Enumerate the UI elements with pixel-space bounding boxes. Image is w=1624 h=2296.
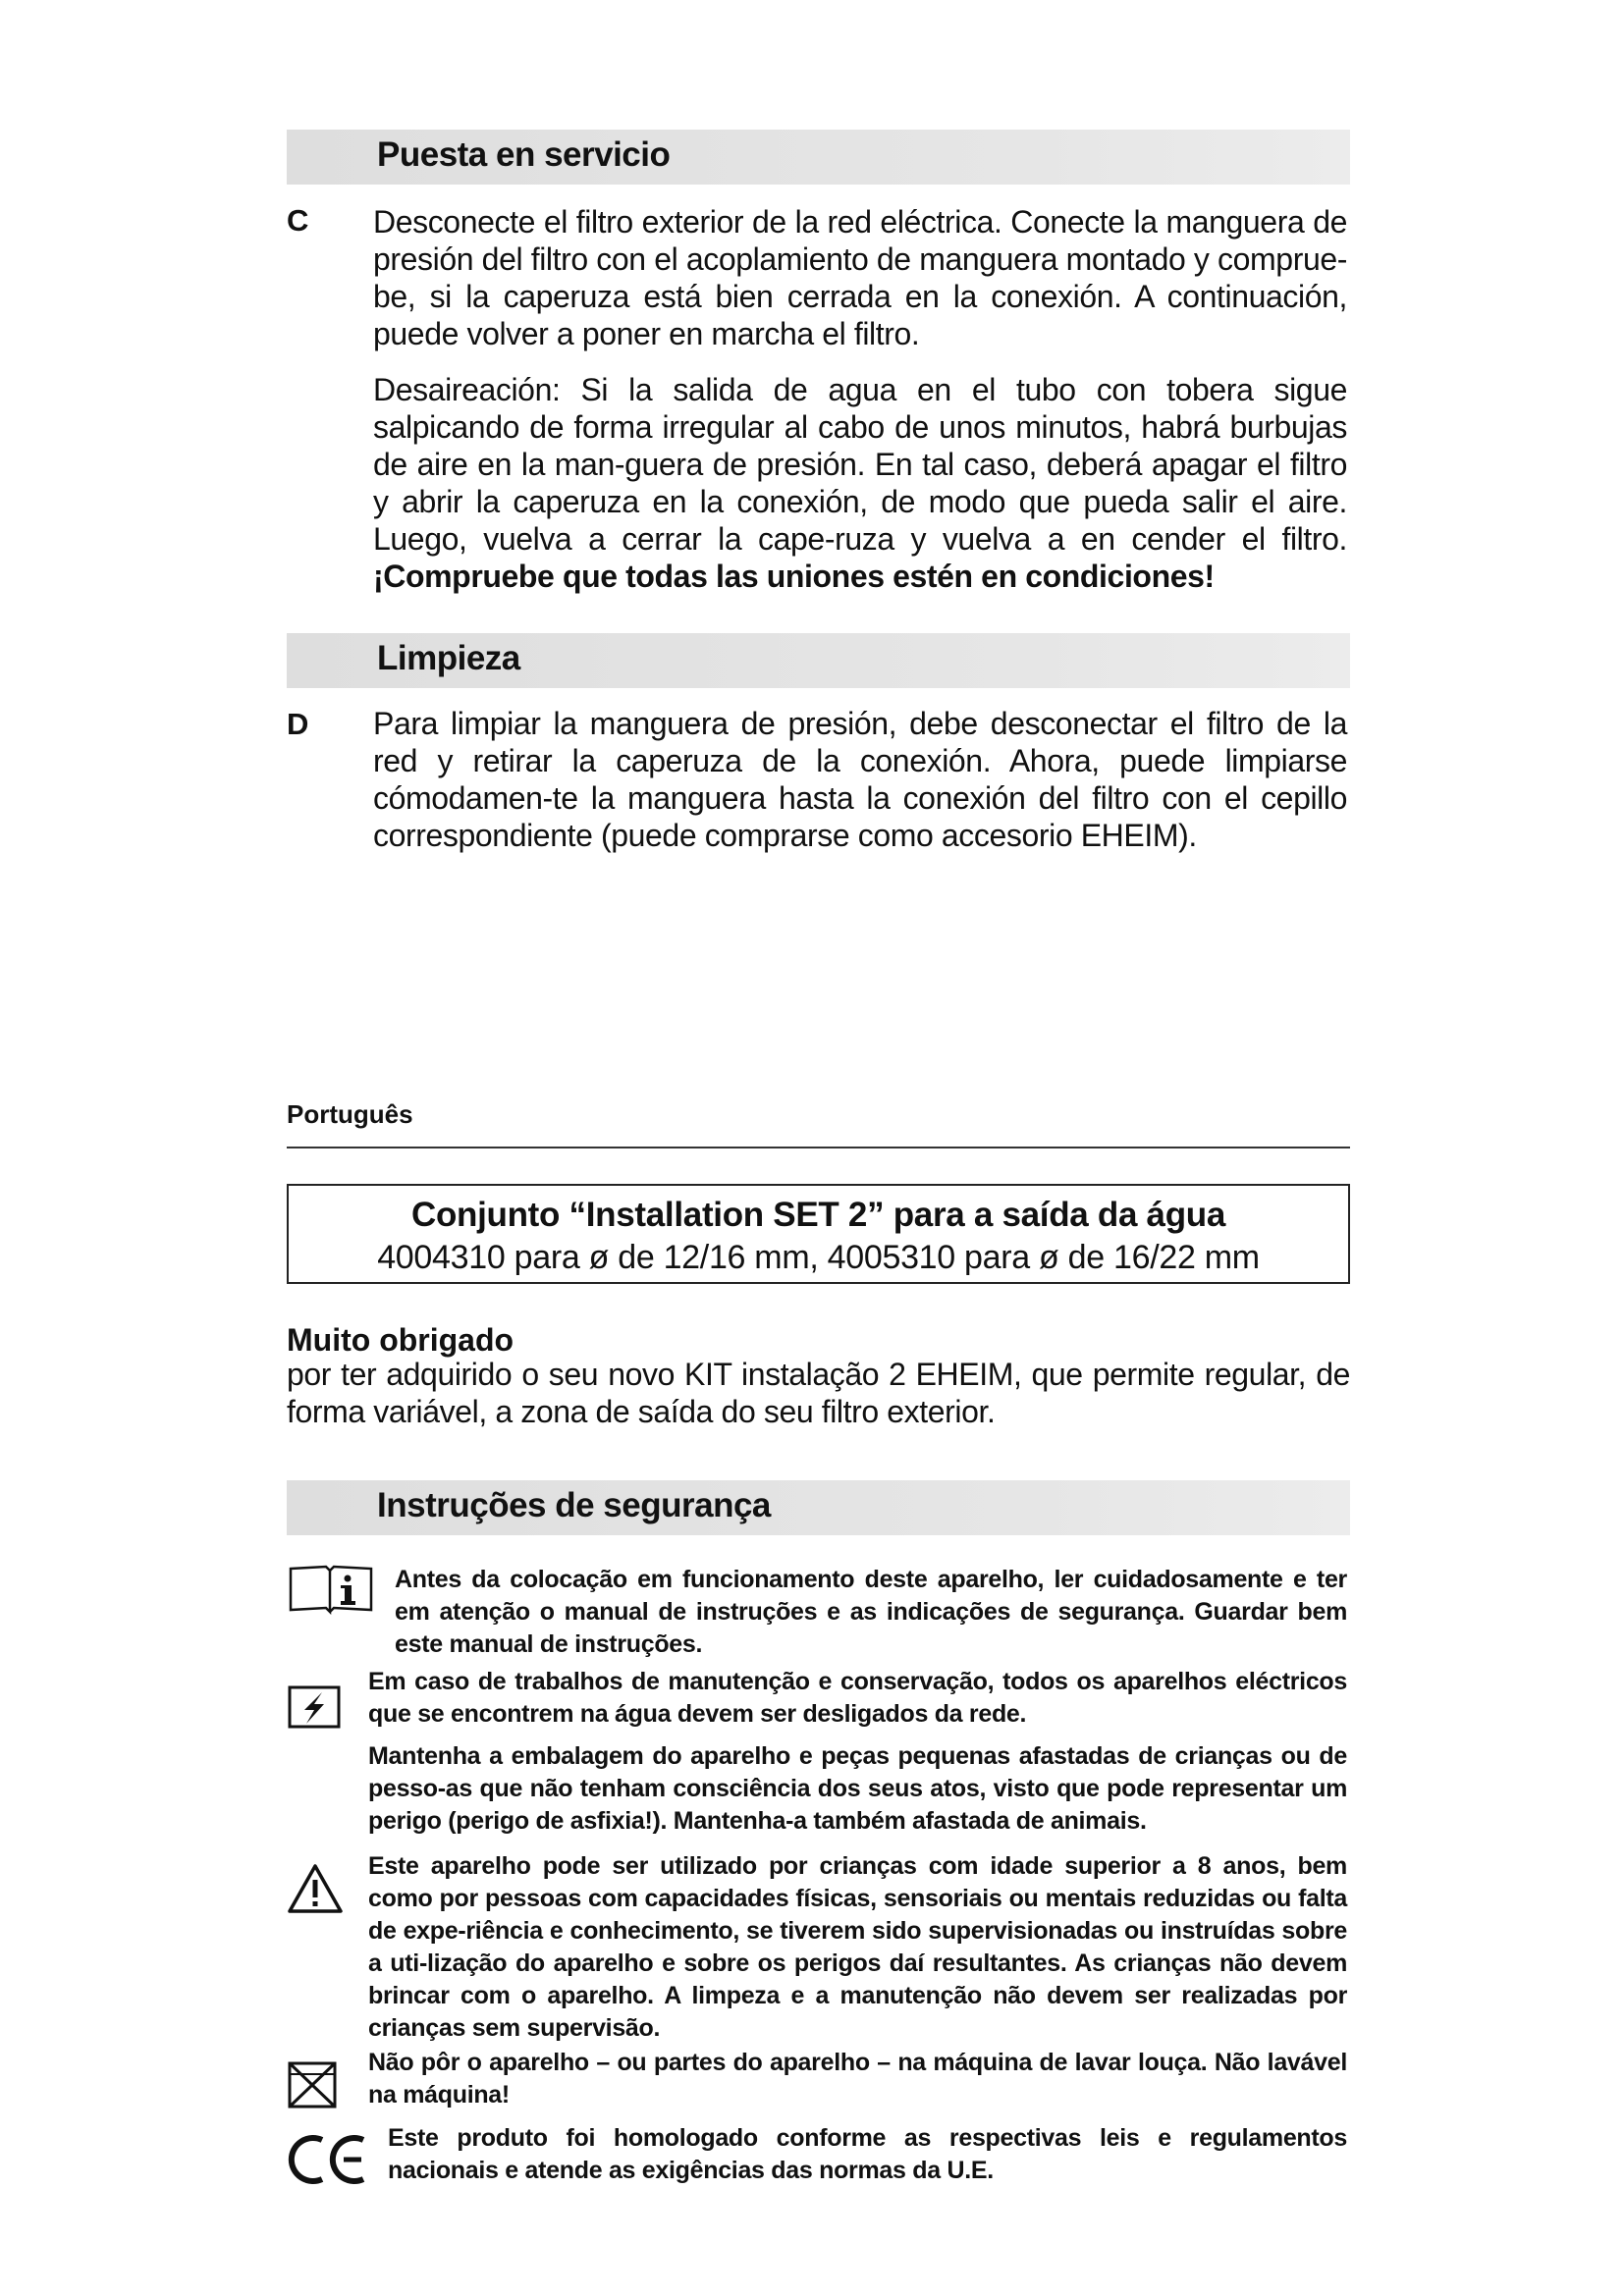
- safety-packaging-text: Mantenha a embalagem do aparelho e peças pequenas afastadas de crianças ou de pesso-as que não tenham consciência dos seus atos, visto que pode representar um perigo (perigo de asfixia!). Mantenha-a também afastada de animais.: [368, 1742, 1347, 1835]
- safety-children-text: Este aparelho pode ser utilizado por crianças com idade superior a 8 anos, bem como por pessoas com capacidades físicas, sensoriais ou mentais reduzidas ou falta de expe-riência e conhecimento, se tiverem sido supervisionadas ou instruídas sobre a uti-lização do aparelho e sobre os perigos daí resultantes. As crianças não devem brincar com o aparelho. A limpeza e a manutenção não devem ser realizadas por crianças sem supervisão.: [368, 1852, 1347, 2042]
- electric-shock-icon: [287, 1684, 342, 1730]
- thanks-title: Muito obrigado: [287, 1322, 514, 1358]
- safety-manual-text: Antes da colocação em funcionamento deste aparelho, ler cuidadosamente e ter em atenção o manual de instruções e as indicações de segurança. Guardar bem este manual de instruções.: [395, 1566, 1347, 1658]
- safety-electric-text: Em caso de trabalhos de manutenção e conservação, todos os aparelhos eléctricos que se encontrem na água devem ser desligados da rede.: [368, 1668, 1347, 1728]
- deaeration-paragraph: [373, 371, 1347, 595]
- ce-mark-icon: [287, 2132, 371, 2187]
- section-header-puesta: [287, 130, 1350, 185]
- step-marker-c: C: [287, 203, 309, 238]
- section-header-limpieza: [287, 633, 1350, 688]
- cleaning-paragraph: Para limpiar la manguera de presión, debe desconectar el filtro de la red y retirar la caperuza de la conexión. Ahora, puede limpiarse cómodamen-te la manguera hasta la conexión del filtro con el cepillo correspondiente (puede comprarse como accesorio EHEIM).: [373, 706, 1347, 853]
- section-title: Instruções de segurança: [377, 1486, 771, 1524]
- startup-paragraph: Desconecte el filtro exterior de la red eléctrica. Conecte la manguera de presión del filtro con el acoplamiento de manguera montado y comprue-be, si la caperuza está bien cerrada en la conexión. A continuación, puede volver a poner en marcha el filtro.: [373, 204, 1347, 351]
- safety-dishwasher-text: Não pôr o aparelho – ou partes do aparelho – na máquina de lavar louça. Não lavável na máquina!: [368, 2049, 1347, 2109]
- product-title: Conjunto “Installation SET 2” para a saída da água: [410, 1196, 1226, 1234]
- deaeration-warning: ¡Compruebe que todas las uniones estén en condiciones!: [373, 559, 1215, 594]
- no-dishwasher-icon: [287, 2060, 338, 2109]
- section-header-seguranca: [287, 1480, 1350, 1535]
- language-label: Português: [287, 1099, 413, 1129]
- thanks-text: por ter adquirido o seu novo KIT instalação 2 EHEIM, que permite regular, de forma variável, a zona de saída do seu filtro exterior.: [287, 1357, 1350, 1429]
- deaeration-text: Desaireación: Si la salida de agua en el tubo con tobera sigue salpicando de forma irregular al cabo de unos minutos, habrá burbujas de aire en la man-guera de presión. En tal caso, deberá apagar el filtro y abrir la caperuza en la conexión, de modo que pueda salir el aire. Luego, vuelva a cerrar la cape-ruza y vuelva a en cender el filtro.: [373, 372, 1347, 557]
- divider: [287, 1147, 1350, 1148]
- step-marker-d: D: [287, 707, 309, 741]
- product-subtitle: 4004310 para ø de 12/16 mm, 4005310 para ø de 16/22 mm: [377, 1239, 1260, 1276]
- product-title-box: [287, 1184, 1350, 1284]
- section-title: Limpieza: [377, 639, 520, 677]
- safety-ce-text: Este produto foi homologado conforme as respectivas leis e regulamentos nacionais e atende as exigências das normas da U.E.: [388, 2124, 1347, 2184]
- manual-info-icon: [287, 1563, 375, 1618]
- warning-icon: [287, 1863, 344, 1914]
- section-title: Puesta en servicio: [377, 135, 671, 174]
